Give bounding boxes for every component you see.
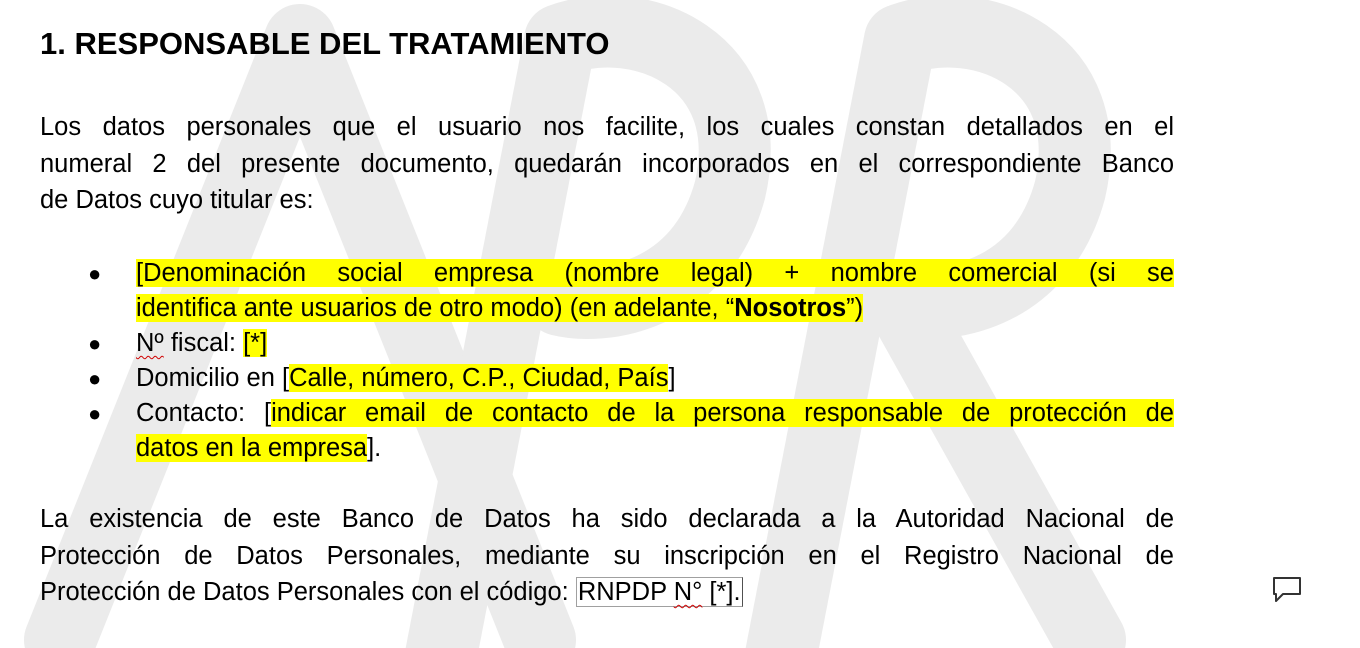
intro-paragraph	[40, 109, 1174, 219]
company-name-line-1: [Denominación social empresa (nombre legal) + nombre comercial (si se	[136, 259, 1174, 287]
registry-number-misspelled: N°	[673, 578, 703, 606]
list-item-company-name	[40, 256, 1174, 326]
contact-value-line-1: indicar email de contacto de la persona responsable de protección de	[271, 399, 1174, 427]
list-item-contact	[40, 396, 1174, 466]
contact-label: Contacto: [	[136, 399, 272, 427]
intro-line-2: numeral 2 del presente documento, quedarán incorporados en el correspondiente Banco	[40, 149, 1174, 178]
intro-line-1: Los datos personales que el usuario nos facilite, los cuales constan detallados en el	[40, 113, 1174, 141]
bullet-icon: ●	[88, 331, 102, 356]
nosotros-term: Nosotros	[734, 294, 847, 322]
bullet-icon: ●	[88, 366, 102, 391]
contact-close: ].	[367, 434, 382, 462]
registry-code-field[interactable]: RNPDP N° [*].	[577, 578, 741, 606]
section-heading: 1. RESPONSABLE DEL TRATAMIENTO	[40, 26, 610, 61]
address-label: Domicilio en [	[136, 364, 290, 392]
list-item-fiscal-number	[40, 326, 1174, 361]
fiscal-value: [*]	[243, 329, 268, 357]
address-value: Calle, número, C.P., Ciudad, País	[289, 364, 669, 392]
address-close: ]	[668, 364, 676, 392]
registry-line-2: Protección de Datos Personales, mediante su inscripción en el Registro Nacional de	[40, 541, 1174, 570]
intro-line-3: de Datos cuyo titular es:	[40, 186, 314, 214]
registry-line-3: Protección de Datos Personales con el código: RNPDP N° [*].	[40, 578, 741, 606]
contact-value-line-2: datos en la empresa	[136, 434, 368, 462]
bullet-icon: ●	[88, 401, 102, 426]
bullet-icon: ●	[88, 261, 102, 286]
fiscal-label: fiscal:	[163, 329, 244, 357]
controller-details-list	[40, 256, 1174, 466]
comment-icon[interactable]	[1272, 576, 1302, 604]
fiscal-label-misspelled: Nº	[136, 329, 164, 357]
company-name-line-2: identifica ante usuarios de otro modo) (en adelante, “Nosotros”)	[136, 294, 864, 322]
registry-paragraph	[40, 501, 1174, 611]
list-item-address	[40, 361, 1174, 396]
registry-line-1: La existencia de este Banco de Datos ha sido declarada a la Autoridad Nacional de	[40, 505, 1174, 533]
